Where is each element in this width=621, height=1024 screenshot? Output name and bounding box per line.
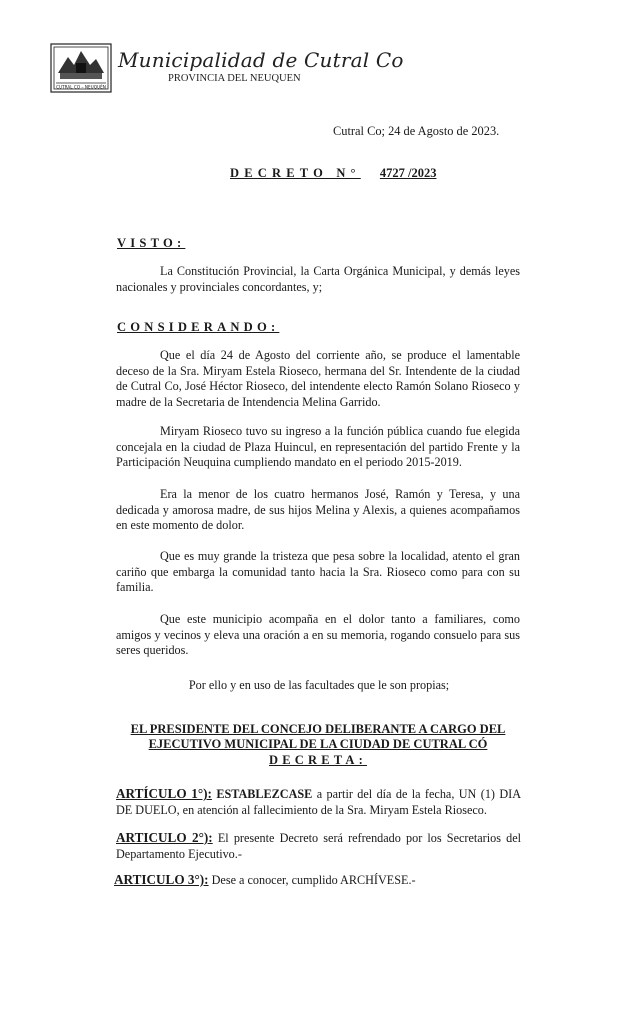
province-name: PROVINCIA DEL NEUQUEN: [168, 73, 301, 84]
article-text: a partir del día de la fecha, UN (1) DIA DE DUELO, en atención al fallecimiento de la Sra. Miryam Estela Rioseco.: [116, 787, 522, 817]
considerando-paragraph: Que es muy grande la tristeza que pesa sobre la localidad, atento el gran cariño que embarga la comunidad tanto hacia la Sra. Rioseco como para con su familia.: [116, 549, 520, 595]
resolution-line: EJECUTIVO MUNICIPAL DE LA CIUDAD DE CUTRAL CÓ: [148, 737, 488, 752]
crest-text: CUTRAL CO – NEUQUÉN: [56, 84, 106, 90]
decreta-heading: DECRETA:: [269, 752, 367, 767]
resolution-line: EL PRESIDENTE DEL CONCEJO DELIBERANTE A CARGO DEL: [130, 722, 506, 736]
considerando-paragraph: Que este municipio acompaña en el dolor tanto a familiares, como amigos y vecinos y eleva una oración a en su memoria, rogando consuelo para sus seres queridos.: [116, 612, 520, 658]
considerando-heading: CONSIDERANDO:: [117, 320, 280, 334]
considerando-paragraph: Era la menor de los cuatro hermanos José, Ramón y Teresa, y una dedicada y amorosa madre, de sus hijos Melina y Alexis, a quienes acompañamos en este momento de dolor.: [116, 487, 520, 533]
resolution-heading: [116, 722, 520, 768]
article-label: ARTÍCULO 1°):: [116, 786, 212, 801]
article-1: [116, 786, 521, 818]
municipality-name: Municipalidad de Cutral Co: [118, 48, 404, 72]
visto-text: La Constitución Provincial, la Carta Orgánica Municipal, y demás leyes nacionales y provinciales concordantes, y;: [116, 264, 520, 294]
decree-number: 4727 /2023: [379, 166, 437, 180]
decree-title: [230, 166, 436, 181]
article-3: [114, 872, 519, 889]
article-2: [116, 830, 521, 862]
article-text: El presente Decreto será refrendado por los Secretarios del Departamento Ejecutivo.-: [116, 831, 521, 861]
visto-heading: VISTO:: [117, 236, 186, 250]
article-label: ARTICULO 3°):: [114, 872, 209, 887]
place-date: Cutral Co; 24 de Agosto de 2023.: [333, 124, 500, 138]
considerando-paragraph: Miryam Rioseco tuvo su ingreso a la función pública cuando fue elegida concejala en la ciudad de Plaza Huincul, en representación del partido Frente y la Participación Neuquina cumpliendo mandato en el periodo 2015-2019.: [116, 424, 520, 470]
decree-label: DECRETO N°: [230, 166, 361, 180]
article-text: Dese a conocer, cumplido ARCHÍVESE.-: [208, 873, 416, 887]
considerando-paragraph: Que el día 24 de Agosto del corriente año, se produce el lamentable deceso de la Sra. Miryam Estela Rioseco, hermana del Sr. Intendente de la ciudad de Cutral Co, José Héctor Rioseco, del intendente electo Ramón Solano Rioseco y madre de la Secretaria de Intendencia Melina Garrido.: [116, 348, 520, 409]
municipal-crest-icon: [50, 43, 112, 95]
considerando-closing: Por ello y en uso de las facultades que le son propias;: [188, 678, 450, 692]
article-label: ARTICULO 2°):: [116, 830, 213, 845]
article-lead: ESTABLEZCASE: [216, 787, 313, 801]
